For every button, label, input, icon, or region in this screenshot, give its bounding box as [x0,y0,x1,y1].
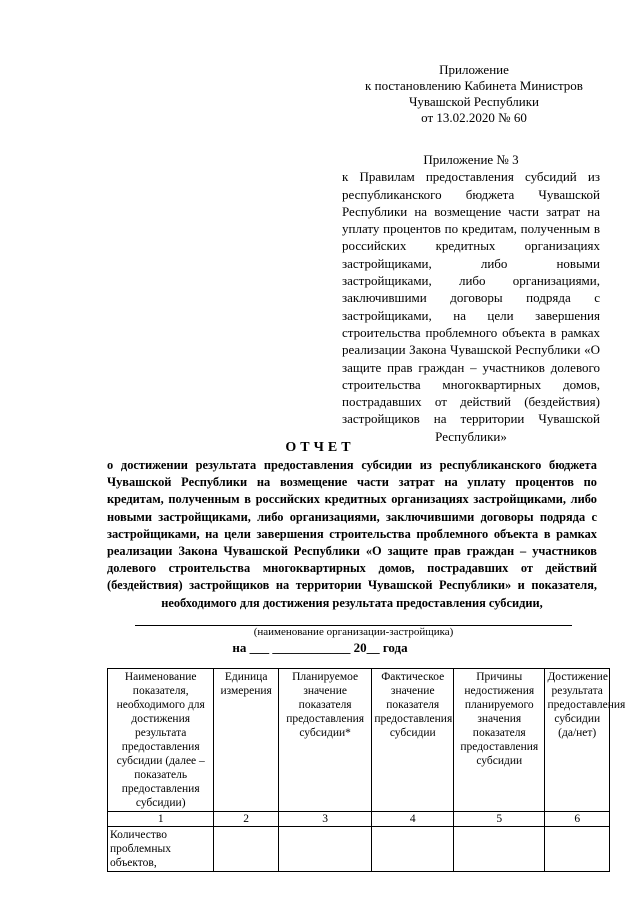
column-number: 3 [278,812,372,827]
column-numbers-row [108,812,610,827]
planned-value-cell [278,827,372,872]
column-number: 5 [454,812,545,827]
header-indicator-name: Наименование показателя, необходимого для достижения результата предоставления субсидии (далее – показатель предоставления субсидии) [108,669,214,812]
indicators-table [107,668,626,872]
actual-value-cell [372,827,454,872]
report-period: на ___ ____________ 20__ года [232,640,408,655]
organization-name-caption: (наименование организации-застройщика) [253,626,454,638]
approval-line-2: к постановлению Кабинета Министров [365,78,583,93]
table-row [108,827,610,872]
header-planned-value: Планируемое значение показателя предоставления субсидии* [278,669,372,812]
annex-title: Приложение № 3 [423,152,519,167]
annex-body: к Правилам предоставления субсидий из республиканского бюджета Чувашской Республики на возмещение части затрат на уплату процентов по кредитам, полученным в российских кредитных организациях застройщиками, либо новыми застройщиками, либо организациями, заключившими договоры подряда с застройщиками, на цели завершения строительства проблемного объекта в рамках реализации Закона Чувашской Республики «О защите прав граждан – участников долевого строительства многоквартирных домов, пострадавших от действий (бездействия) застройщиков на территории Чувашской Республики» [342,169,600,444]
table-header-row [108,669,610,812]
report-description: о достижении результата предоставления субсидии из республиканского бюджета Чувашской Республики на возмещение части затрат на уплату процентов по кредитам, полученным в российских кредитных организациях застройщиками, либо новыми застройщиками, либо организациями, заключившими договоры подряда с застройщиками, на цели завершения строительства проблемного объекта в рамках реализации Закона Чувашской Республики «О защите прав граждан – участников долевого строительства многоквартирных домов, пострадавших от действий (бездействия) застройщиков на территории Чувашской Республики» и показателя, необходимого для достижения результата предоставления субсидии, [107,458,597,610]
column-number: 6 [545,812,610,827]
header-actual-value: Фактическое значение показателя предоставления субсидии [372,669,454,812]
header-achievement: Достижение результата предоставления субсидии (да/нет) [545,669,610,812]
header-unit: Единица измерения [214,669,278,812]
approval-line-1: Приложение [439,62,509,77]
approval-block [338,62,610,126]
column-number: 4 [372,812,454,827]
approval-line-3: Чувашской Республики [408,94,540,109]
header-reasons: Причины недостижения планируемого значения показателя предоставления субсидии [454,669,545,812]
reasons-cell [454,827,545,872]
column-number: 1 [108,812,214,827]
unit-cell [214,827,278,872]
approval-line-4: от 13.02.2020 № 60 [421,110,527,125]
achievement-cell [545,827,610,872]
report-title: ОТЧЕТ [285,440,355,455]
indicator-cell: Количество проблемных объектов, [108,827,214,872]
column-number: 2 [214,812,278,827]
annex-block [342,151,600,445]
